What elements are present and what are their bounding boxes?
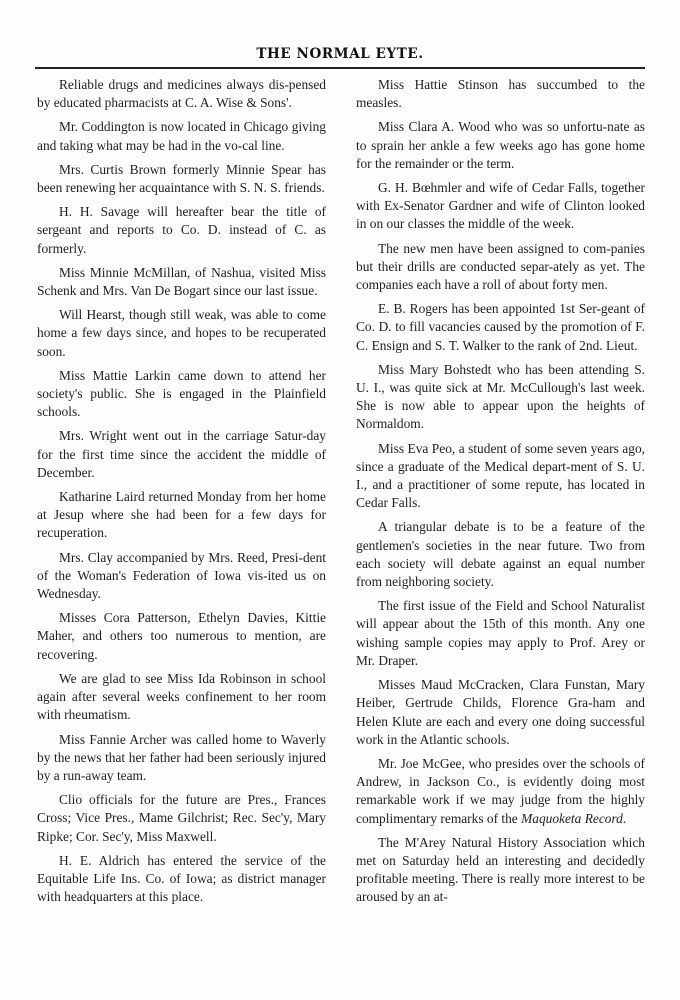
news-item: Katharine Laird returned Monday from her home at Jesup where she had been for a few days for recuperation. [37, 489, 326, 541]
news-item: Mrs. Wright went out in the carriage Satur-day for the first time since the accident the middle of December. [37, 428, 326, 480]
news-item-mcgee [356, 755, 645, 828]
news-item: We are glad to see Miss Ida Robinson in school again after several weeks confinement to her room with rheumatism. [37, 670, 326, 723]
news-item: Will Hearst, though still weak, was able to come home a few days since, and hopes to be recuperated soon. [37, 307, 326, 359]
news-item: Mrs. Curtis Brown formerly Minnie Spear has been renewing her acquaintance with S. N. S. friends. [37, 161, 326, 196]
left-column [37, 76, 326, 912]
news-item: Miss Clara A. Wood who was so unfortu-nate as to sprain her ankle a few weeks ago has gone home for the remainder or the term. [356, 119, 645, 171]
news-item: Miss Eva Peo, a student of some seven years ago, since a graduate of the Medical depart-ment of S. U. I., and a practitioner of some repute, has located in Cedar Falls. [356, 440, 645, 511]
right-column [356, 76, 645, 913]
news-item: Reliable drugs and medicines always dis-pensed by educated pharmacists at C. A. Wise & Sons'. [37, 77, 326, 111]
news-item: G. H. Bœhmler and wife of Cedar Falls, together with Ex-Senator Gardner and wife of Clinton looked in on our classes the middle of the week. [356, 180, 645, 232]
news-item: The new men have been assigned to com-panies but their drills are conducted separ-ately as yet. The companies each have a roll of about forty men. [356, 240, 645, 293]
news-item: H. H. Savage will hereafter bear the title of sergeant and reports to Co. D. instead of C. as formerly. [37, 204, 326, 256]
news-item: Miss Minnie McMillan, of Nashua, visited Miss Schenk and Mrs. Van De Bogart since our last issue. [37, 264, 326, 299]
header-rule [35, 67, 645, 69]
news-item: H. E. Aldrich has entered the service of the Equitable Life Ins. Co. of Iowa; as district manager with headquarters at this place. [37, 852, 326, 905]
news-item-text: Mr. Joe McGee, who presides over the schools of Andrew, in Jackson Co., is evidently doing most remarkable work if we may judge from the highly complimentary remarks of the [356, 755, 645, 826]
citation-suffix: . [622, 810, 627, 826]
news-item: Miss Mary Bohstedt who has been attending S. U. I., was quite sick at Mr. McCullough's last week. She is now able to appear upon the heights of Normaldom. [356, 361, 645, 432]
news-item: E. B. Rogers has been appointed 1st Ser-geant of Co. D. to fill vacancies caused by the promotion of F. C. Ensign and S. T. Walker to the rank of 2nd. Lieut. [356, 301, 645, 353]
news-item: The M'Arey Natural History Association which met on Saturday held an interesting and decidedly profitable meeting. There is really more interest to be aroused by an at- [356, 834, 645, 905]
news-item: The first issue of the Field and School Naturalist will appear about the 15th of this month. Any one wishing sample copies may apply to Prof. Arey or Mr. Draper. [356, 598, 645, 668]
running-head-title: THE NORMAL EYTE. [256, 46, 424, 62]
news-item: Miss Fannie Archer was called home to Waverly by the news that her father had been seriously injured by a run-away team. [37, 731, 326, 783]
news-item: Miss Hattie Stinson has succumbed to the measles. [356, 77, 645, 111]
news-item: Clio officials for the future are Pres., Frances Cross; Vice Pres., Mame Gilchrist; Rec. Sec'y, Mary Ripke; Cor. Sec'y, Miss Maxwell. [37, 792, 326, 844]
news-item: Miss Mattie Larkin came down to attend her society's public. She is engaged in the Plainfield schools. [37, 367, 326, 420]
news-item: Mrs. Clay accompanied by Mrs. Reed, Presi-dent of the Woman's Federation of Iowa vis-ited us on Wednesday. [37, 549, 326, 602]
news-item: Mr. Coddington is now located in Chicago giving and taking what may be had in the vo-cal line. [37, 119, 326, 153]
news-item: A triangular debate is to be a feature of the gentlemen's societies in the near future. Two from each society will debate against an equal number from neighboring society. [356, 519, 645, 590]
news-item: Misses Maud McCracken, Clara Funstan, Mary Heiber, Gertrude Childs, Florence Gra-ham and Helen Klute are each and every one doing successful work in the Atlantic schools. [356, 677, 645, 747]
news-item: Misses Cora Patterson, Ethelyn Davies, Kittie Maher, and others too numerous to mention, are recovering. [37, 610, 326, 662]
citation-italic: Maquoketa Record [521, 810, 623, 826]
